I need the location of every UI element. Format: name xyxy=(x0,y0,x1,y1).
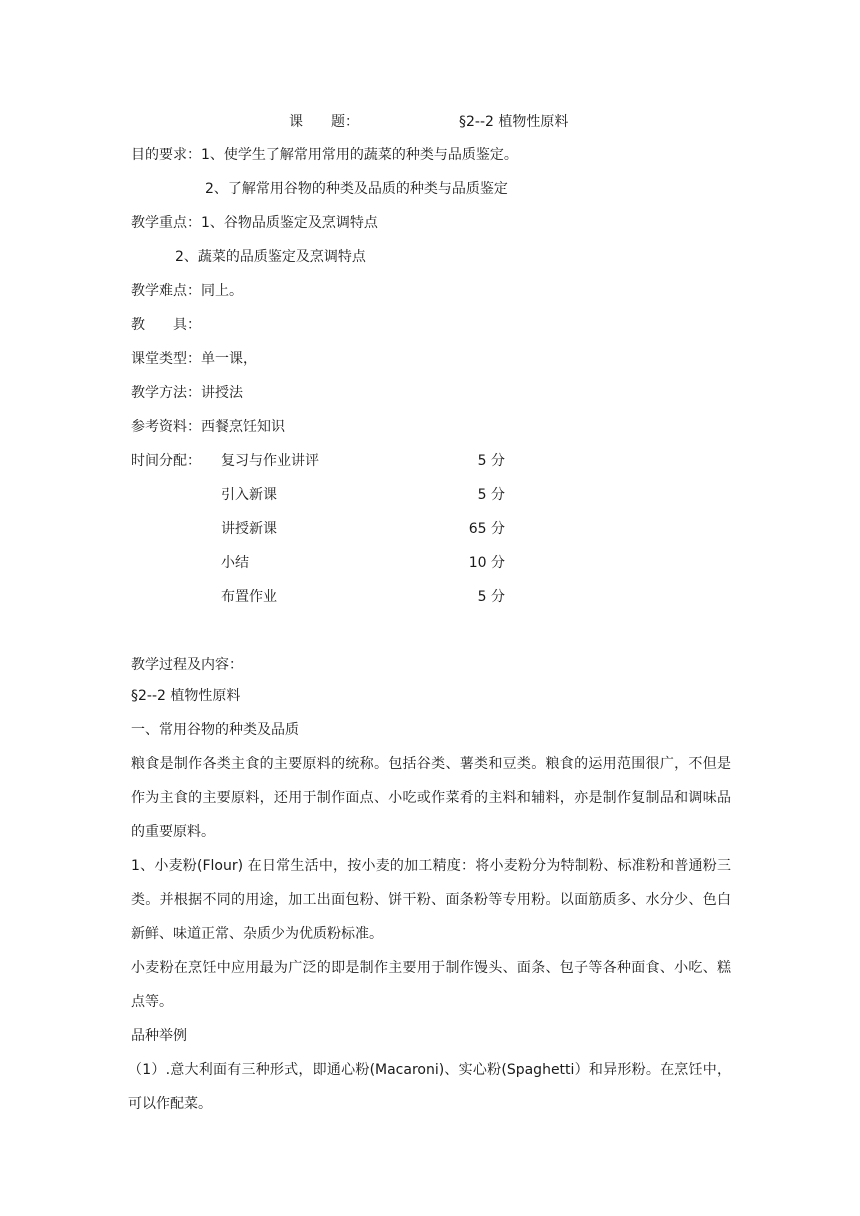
schedule-label: 时间分配： xyxy=(131,453,201,469)
schedule-item: 引入新课 xyxy=(221,487,277,503)
schedule-duration: 65 分 xyxy=(468,521,505,537)
objectives-line-1: 目的要求：1、使学生了解常用常用的蔬菜的种类与品质鉴定。 xyxy=(131,147,518,163)
process-heading: 教学过程及内容： xyxy=(131,657,243,673)
focus-line-2: 2、蔬菜的品质鉴定及烹调特点 xyxy=(175,249,366,265)
method-line: 教学方法：讲授法 xyxy=(131,385,243,401)
varieties-heading: 品种举例 xyxy=(131,1028,187,1044)
paragraph-pasta: （1）.意大利面有三种形式，即通心粉(Macaroni)、实心粉(Spaghetti）和异形粉。在烹饪中，可以作配菜。 xyxy=(128,1062,731,1112)
paragraph-flour: 1、小麦粉(Flour) 在日常生活中，按小麦的加工精度：将小麦粉分为特制粉、标准粉和普通粉三类。并根据不同的用途，加工出面包粉、饼干粉、面条粉等专用粉。以面筋质多、水分少、色白新鲜、味道正常、杂质少为优质粉标准。 xyxy=(131,858,731,942)
focus-line-1: 教学重点：1、谷物品质鉴定及烹调特点 xyxy=(131,215,378,231)
schedule-duration: 5 分 xyxy=(477,589,505,605)
subsection-heading: 一、常用谷物的种类及品质 xyxy=(131,722,299,738)
schedule-item: 讲授新课 xyxy=(221,521,277,537)
schedule-duration: 5 分 xyxy=(477,453,505,469)
title-label: 课 题： xyxy=(289,114,359,130)
difficulty-line: 教学难点：同上。 xyxy=(131,283,243,299)
schedule-item: 小结 xyxy=(221,555,249,571)
schedule-duration: 5 分 xyxy=(477,487,505,503)
paragraph-grain: 粮食是制作各类主食的主要原料的统称。包括谷类、薯类和豆类。粮食的运用范围很广，不但是作为主食的主要原料，还用于制作面点、小吃或作菜肴的主料和辅料，亦是制作复制品和调味品的重要原料。 xyxy=(131,756,731,840)
objectives-line-2: 2、了解常用谷物的种类及品质的种类与品质鉴定 xyxy=(205,181,508,197)
paragraph-flour-use: 小麦粉在烹饪中应用最为广泛的即是制作主要用于制作馒头、面条、包子等各种面食、小吃、糕点等。 xyxy=(131,960,731,1010)
lesson-title: §2--2 植物性原料 xyxy=(459,114,569,130)
schedule-item: 复习与作业讲评 xyxy=(221,453,319,469)
schedule-item: 布置作业 xyxy=(221,589,277,605)
tools-line: 教 具： xyxy=(131,317,201,333)
section-title: §2--2 植物性原料 xyxy=(131,688,241,704)
schedule-duration: 10 分 xyxy=(468,555,505,571)
class-type-line: 课堂类型：单一课， xyxy=(131,351,257,367)
reference-line: 参考资料：西餐烹饪知识 xyxy=(131,419,285,435)
